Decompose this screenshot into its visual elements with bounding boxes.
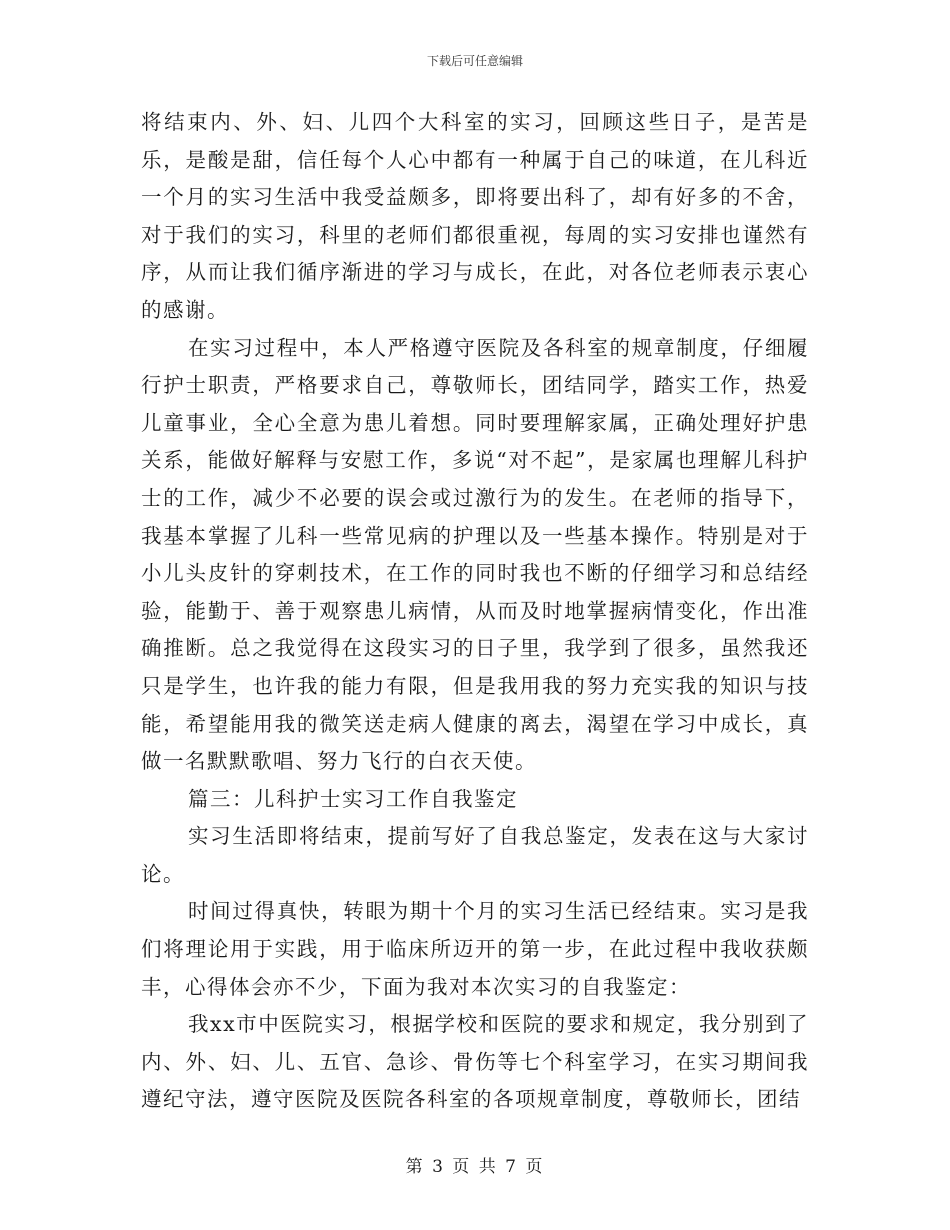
section-heading: 篇三：儿科护士实习工作自我鉴定	[188, 786, 518, 811]
page-header: 下载后可任意编辑	[426, 54, 523, 68]
paragraph-3: 实习生活即将结束，提前写好了自我总鉴定，发表在这与大家讨论。	[141, 824, 809, 886]
paragraph-4: 时间过得真快，转眼为期十个月的实习生活已经结束。实习是我们将理论用于实践，用于临床所迈开的第一步，在此过程中我收获颇丰，心得体会亦不少，下面为我对本次实习的自我鉴定：	[141, 899, 809, 999]
paragraph-1: 将结束内、外、妇、儿四个大科室的实习，回顾这些日子，是苦是乐，是酸是甜，信任每个人心中都有一种属于自己的味道，在儿科近一个月的实习生活中我受益颇多，即将要出科了，却有好多的不舍，对于我们的实习，科里的老师们都很重视，每周的实习安排也谨然有序，从而让我们循序渐进的学习与成长，在此，对各位老师表示衷心的感谢。	[141, 110, 809, 322]
page-footer: 第 3 页 共 7 页	[405, 1157, 545, 1177]
paragraph-5: 我xx市中医院实习，根据学校和医院的要求和规定，我分别到了内、外、妇、儿、五官、急诊、骨伤等七个科室学习，在实习期间我遵纪守法，遵守医院及医院各科室的各项规章制度，尊敬师长，团结	[141, 1012, 809, 1112]
document-body	[141, 104, 809, 1119]
paragraph-2: 在实习过程中，本人严格遵守医院及各科室的规章制度，仔细履行护士职责，严格要求自己，尊敬师长，团结同学，踏实工作，热爱儿童事业，全心全意为患儿着想。同时要理解家属，正确处理好护患关系，能做好解释与安慰工作，多说“对不起”，是家属也理解儿科护士的工作，减少不必要的误会或过激行为的发生。在老师的指导下，我基本掌握了儿科一些常见病的护理以及一些基本操作。特别是对于小儿头皮针的穿刺技术，在工作的同时我也不断的仔细学习和总结经验，能勤于、善于观察患儿病情，从而及时地掌握病情变化，作出准确推断。总之我觉得在这段实习的日子里，我学到了很多，虽然我还只是学生，也许我的能力有限，但是我用我的努力充实我的知识与技能，希望能用我的微笑送走病人健康的离去，渴望在学习中成长，真做一名默默歌唱、努力飞行的白衣天使。	[141, 335, 809, 774]
